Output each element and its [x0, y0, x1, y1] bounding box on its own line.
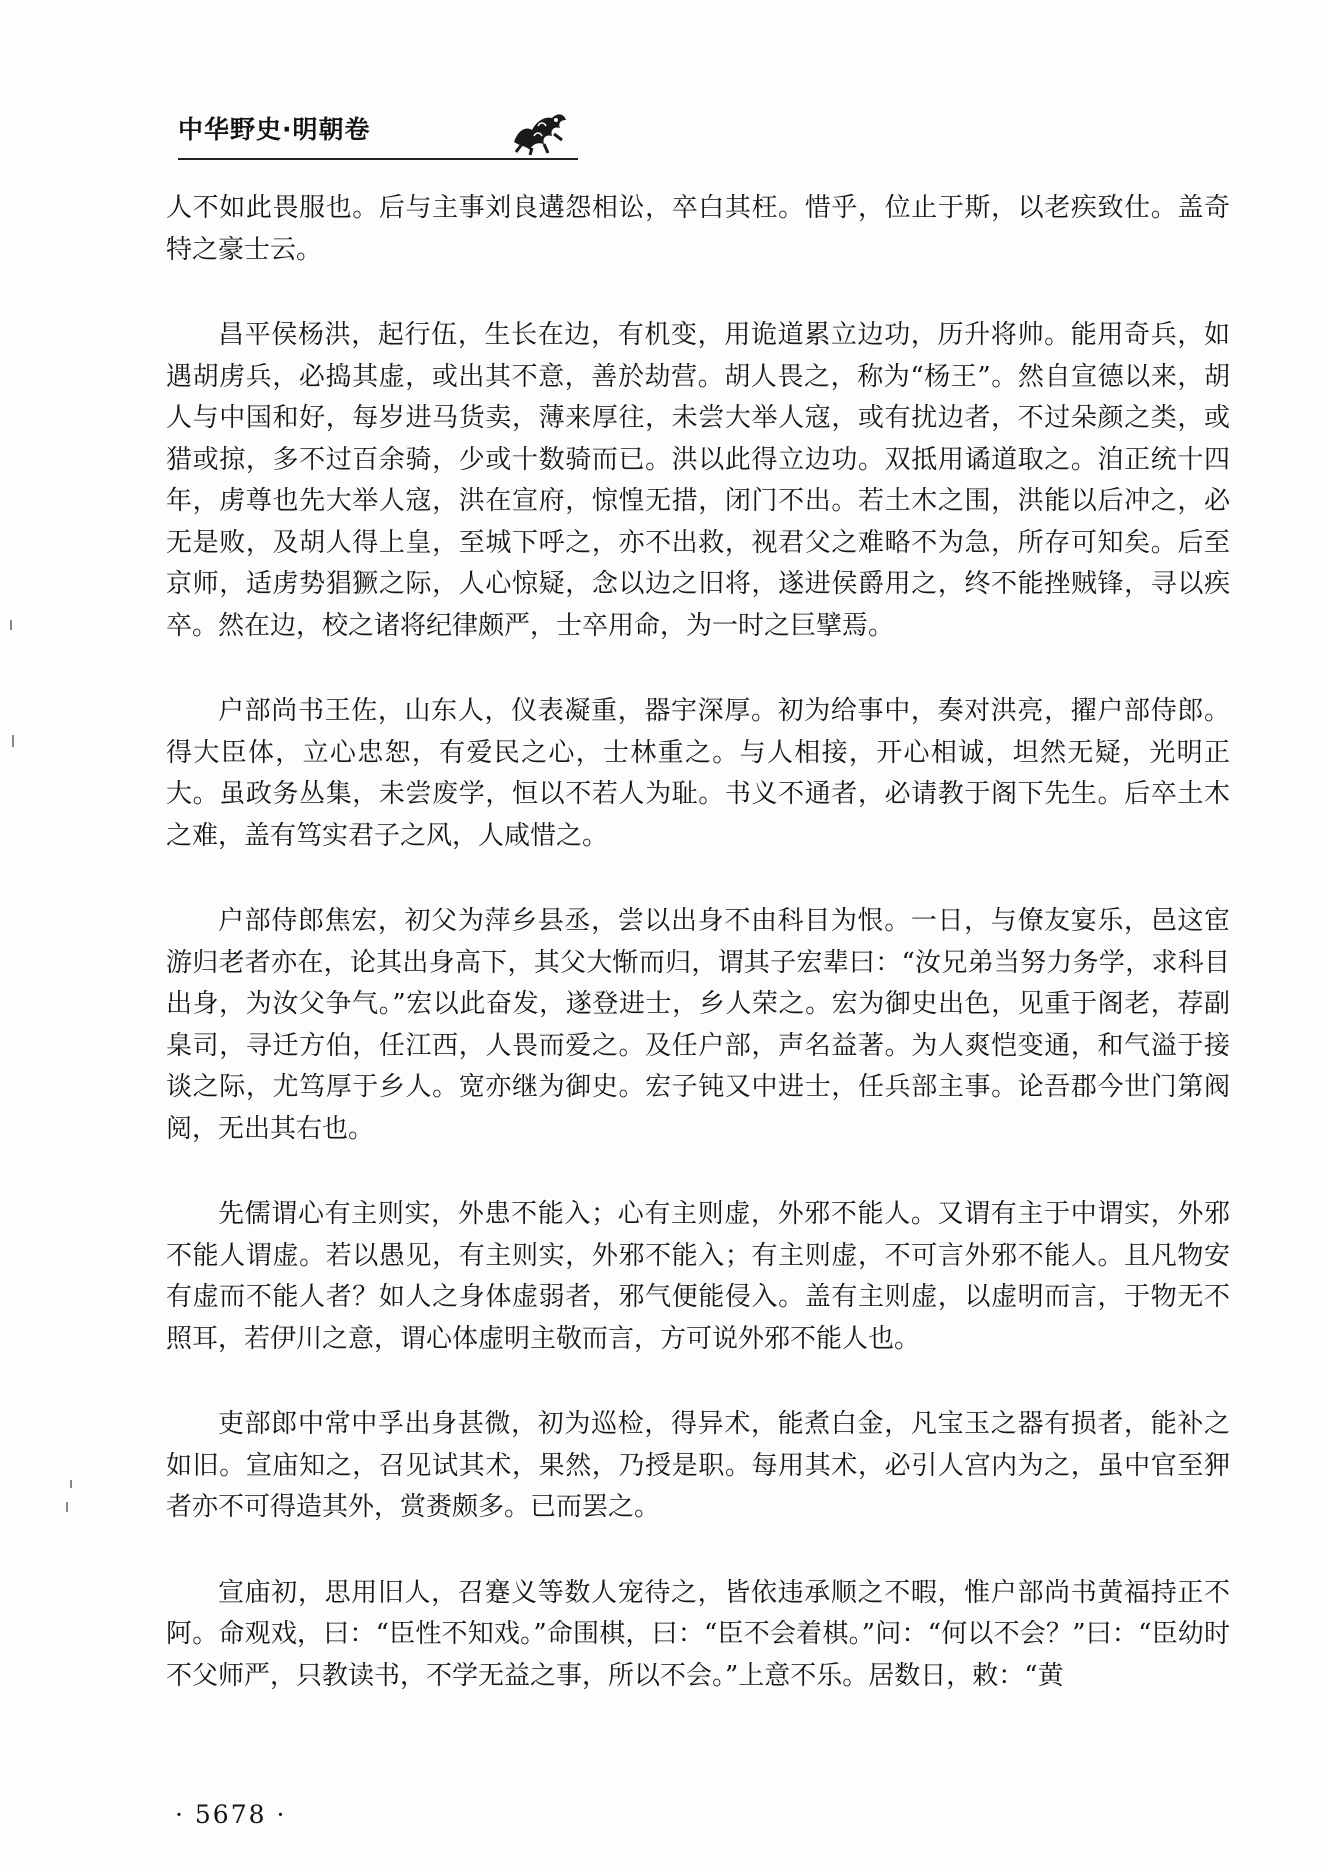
paragraph-chang-zhongfu: 吏部郎中常中孚出身甚微，初为巡检，得异术，能煮白金，凡宝玉之器有损者，能补之如旧。宣庙知之，召见试其术，果然，乃授是职。每用其术，必引人宫内为之，虽中官至狎者亦不可得造其外，赏赉颇多。已而罢之。: [166, 1409, 1230, 1522]
running-header: [178, 108, 578, 168]
header-rule: [178, 158, 578, 160]
scan-mark: [70, 1480, 72, 1488]
scan-mark: [12, 735, 14, 747]
paragraph-xin-you-zhu: 先儒谓心有主则实，外患不能入；心有主则虚，外邪不能人。又谓有主于中谓实，外邪不能人谓虚。若以愚见，有主则实，外邪不能入；有主则虚，不可言外邪不能人。且凡物安有虚而不能人者？如人之身体虚弱者，邪气便能侵入。盖有主则虚，以虚明而言，于物无不照耳，若伊川之意，谓心体虚明主敬而言，方可说外邪不能人也。: [166, 1199, 1230, 1354]
header-title: 中华野史·明朝卷: [178, 115, 371, 144]
paragraph-continuation: 人不如此畏服也。后与主事刘良遘怨相讼，卒白其枉。惜乎，位止于斯，以老疾致仕。盖奇特之豪士云。: [166, 193, 1230, 265]
paragraph-huang-fu: 宣庙初，思用旧人，召蹇义等数人宠待之，皆依违承顺之不暇，惟户部尚书黄福持正不阿。命观戏，曰：“臣性不知戏。”命围棋，曰：“臣不会着棋。”问：“何以不会？”曰：“臣幼时不父师严，只教读书，不学无益之事，所以不会。”上意不乐。居数日，敕：“黄: [166, 1577, 1230, 1691]
paragraph-wang-zuo: 户部尚书王佐，山东人，仪表凝重，器宇深厚。初为给事中，奏对洪亮，擢户部侍郎。得大臣体，立心忠恕，有爱民之心，士林重之。与人相接，开心相诚，坦然无疑，光明正大。虽政务丛集，未尝废学，恒以不若人为耻。书义不通者，必请教于阁下先生。后卒土木之难，盖有笃实君子之风，人咸惜之。: [166, 696, 1230, 851]
paragraph-yang-hong: 昌平侯杨洪，起行伍，生长在边，有机变，用诡道累立边功，历升将帅。能用奇兵，如遇胡虏兵，必捣其虚，或出其不意，善於劫营。胡人畏之，称为“杨王”。然自宣德以来，胡人与中国和好，每岁进马货卖，薄来厚往，未尝大举人寇，或有扰边者，不过朵颜之类，或猎或掠，多不过百余骑，少或十数骑而已。洪以此得立边功。双抵用谲道取之。洎正统十四年，虏尊也先大举人寇，洪在宣府，惊惶无措，闭门不出。若土木之围，洪能以后冲之，必无是败，及胡人得上皇，至城下呼之，亦不出救，视君父之难略不为急，所存可知矣。后至京师，适虏势猖獗之际，人心惊疑，念以边之旧将，遂进侯爵用之，终不能挫贼锋，寻以疾卒。然在边，校之诸将纪律颇严，士卒用命，为一时之巨擘焉。: [166, 320, 1230, 641]
body-text: [166, 188, 1230, 1697]
scan-mark: [10, 620, 12, 630]
scan-mark: [66, 1502, 68, 1512]
dragon-emblem-icon: [508, 104, 570, 156]
paragraph-jiao-hong: 户部侍郎焦宏，初父为萍乡县丞，尝以出身不由科目为恨。一日，与僚友宴乐，邑这宦游归老者亦在，论其出身高下，其父大惭而归，谓其子宏辈曰：“汝兄弟当努力务学，求科目出身，为汝父争气。”宏以此奋发，遂登进士，乡人荣之。宏为御史出色，见重于阁老，荐副臬司，寻迁方伯，任江西，人畏而爱之。及任户部，声名益著。为人爽恺变通，和气溢于接谈之际，尤笃厚于乡人。宽亦继为御史。宏子钝又中进士，任兵部主事。论吾郡今世门第阀阅，无出其右也。: [166, 906, 1230, 1144]
page-number: · 5678 ·: [175, 1800, 287, 1829]
